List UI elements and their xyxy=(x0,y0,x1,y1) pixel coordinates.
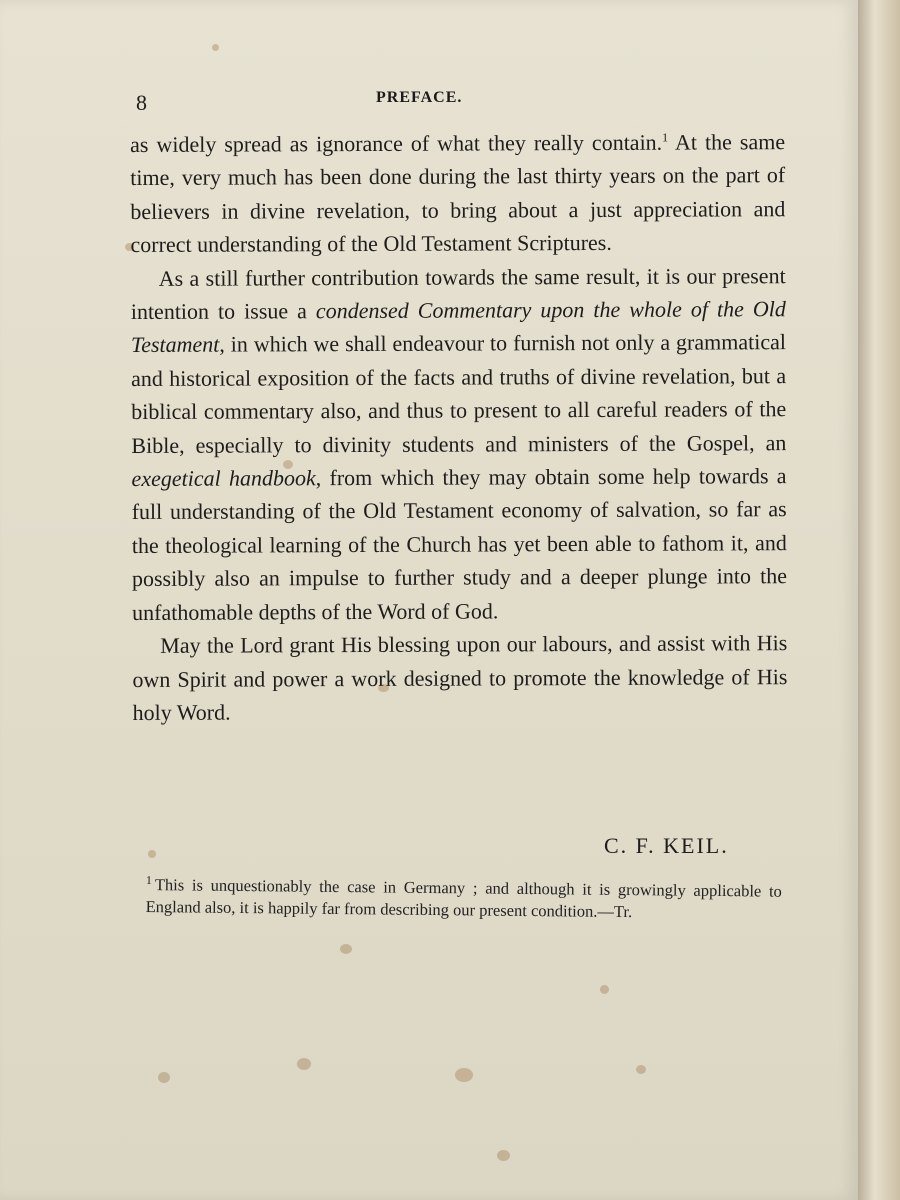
italic-phrase: condensed Commentary upon the whole of the Old Testament xyxy=(130,296,786,358)
running-head: PREFACE. xyxy=(376,89,463,106)
foxing-stain xyxy=(212,44,219,51)
foxing-stain xyxy=(636,1065,646,1074)
signature: C. F. KEIL. xyxy=(604,833,729,858)
foxing-stain xyxy=(455,1068,473,1082)
paragraph-text: At the same time, very much has been done during the last thirty years on the part of believers in divine revelation, to bring about a just appreciation and correct understanding of the Old Testament Scriptures. xyxy=(130,129,786,258)
paragraph-text: as widely spread as ignorance of what they really contain. xyxy=(130,129,663,157)
page-header xyxy=(136,86,796,116)
foxing-stain xyxy=(158,1072,170,1083)
paragraph-text: As a still further contribution towards the same result, it is our present intention to issue a xyxy=(130,262,786,325)
paragraph xyxy=(130,125,786,261)
paragraph: May the Lord grant His blessing upon our labours, and assist with His own Spirit and power a work designed to promote the knowledge of His holy Word. xyxy=(132,630,788,725)
footnote-reference: 1 xyxy=(662,130,669,145)
paragraph-text: , in which we shall endeavour to furnish not only a grammatical and historical exposition of the facts and truths of divine revelation, but a biblical commentary also, and thus to present to all careful readers of the Bible, especially to divinity students and ministers of the Gospel, an xyxy=(131,329,787,458)
foxing-stain xyxy=(600,985,609,994)
footnote-text: This is unquestionably the case in Germany ; and although it is growingly applicable to England also, it is happily far from describing our present condition.—Tr. xyxy=(145,875,782,922)
foxing-stain xyxy=(497,1150,510,1161)
page-number: 8 xyxy=(136,90,147,115)
preface-body xyxy=(130,125,788,729)
footnote-marker: 1 xyxy=(145,872,153,887)
foxing-stain xyxy=(297,1058,311,1070)
foxing-stain xyxy=(148,850,156,858)
paragraph-text: , from which they may obtain some help towards a full understanding of the Old Testament economy of salvation, so far as the theological learning of the Church has yet been able to fathom it, and possibly also an impulse to further study and a deeper plunge into the unfathomable depths of the Word of God. xyxy=(131,463,788,625)
paragraph xyxy=(131,259,788,629)
foxing-stain xyxy=(340,944,352,954)
italic-phrase: exegetical handbook xyxy=(131,465,316,492)
page-edge xyxy=(858,0,900,1200)
footnote xyxy=(146,874,782,925)
